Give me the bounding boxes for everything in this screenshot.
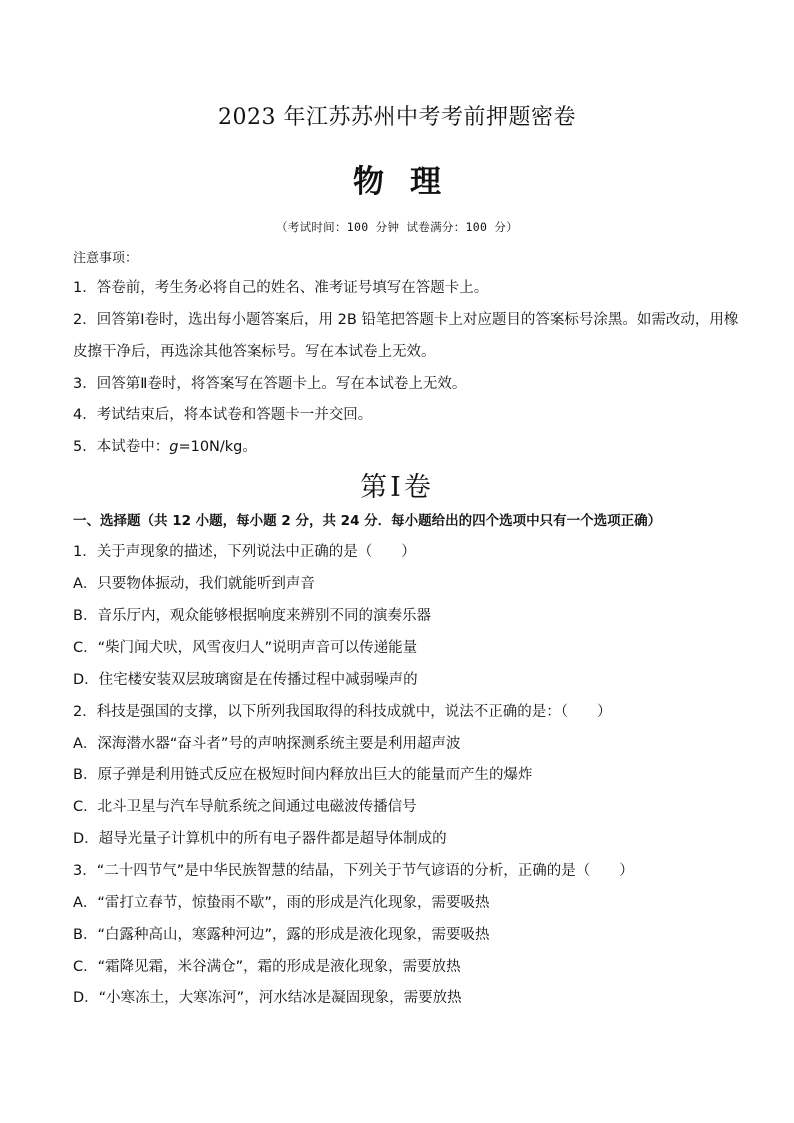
question-option: D．超导光量子计算机中的所有电子器件都是超导体制成的: [73, 831, 447, 847]
question-option: B．原子弹是利用链式反应在极短时间内释放出巨大的能量而产生的爆炸: [73, 767, 533, 783]
notes-item-suffix: =10N/kg。: [178, 439, 257, 455]
exam-title: 2023 年江苏苏州中考考前押题密卷: [218, 105, 576, 130]
question-option: D．住宅楼安装双层玻璃窗是在传播过程中减弱噪声的: [73, 672, 418, 688]
gravity-symbol: g: [169, 439, 179, 455]
question-option: A．只要物体振动，我们就能听到声音: [73, 576, 315, 592]
question-option: B．“白露种高山，寒露种河边”，露的形成是液化现象，需要吸热: [73, 927, 490, 943]
section-heading: 一、选择题（共 12 小题，每小题 2 分，共 24 分．每小题给出的四个选项中只有一个选项正确）: [73, 513, 662, 529]
question-option: C．“柴门闻犬吠，风雪夜归人”说明声音可以传递能量: [73, 640, 418, 656]
question-stem: 2．科技是强国的支撑，以下所列我国取得的科技成就中，说法不正确的是：（ ）: [73, 704, 612, 720]
question-option: C．“霜降见霜，米谷满仓”，霜的形成是液化现象，需要放热: [73, 959, 461, 975]
notes-item-prefix: 5．本试卷中：: [73, 439, 170, 455]
volume-title: 第Ⅰ卷: [360, 472, 434, 503]
notes-item: 1．答卷前，考生务必将自己的姓名、准考证号填写在答题卡上。: [73, 280, 489, 296]
question-option: A．深海潜水器“奋斗者”号的声呐探测系统主要是利用超声波: [73, 736, 461, 752]
question-option: C．北斗卫星与汽车导航系统之间通过电磁波传播信号: [73, 799, 417, 815]
notes-item: 4．考试结束后，将本试卷和答题卡一并交回。: [73, 407, 373, 423]
question-option: A．“雷打立春节，惊蛰雨不歇”，雨的形成是汽化现象，需要吸热: [73, 895, 490, 911]
notes-heading: 注意事项：: [73, 251, 139, 266]
question-stem: 3．“二十四节气”是中华民族智慧的结晶，下列关于节气谚语的分析，正确的是（ ）: [73, 863, 634, 879]
notes-item: 3．回答第Ⅱ卷时，将答案写在答题卡上。写在本试卷上无效。: [73, 376, 467, 392]
question-stem: 1．关于声现象的描述，下列说法中正确的是（ ）: [73, 544, 416, 560]
exam-info: （考试时间：100 分钟 试卷满分：100 分）: [275, 220, 518, 234]
question-option: D．“小寒冻土，大寒冻河”，河水结冰是凝固现象，需要放热: [73, 990, 462, 1006]
question-option: B．音乐厅内，观众能够根据响度来辨别不同的演奏乐器: [73, 608, 431, 624]
notes-item: 皮擦干净后，再选涂其他答案标号。写在本试卷上无效。: [73, 344, 436, 360]
subject-title: 物理: [353, 164, 467, 200]
notes-item-gravity: [73, 438, 733, 456]
notes-item: 2．回答第Ⅰ卷时，选出每小题答案后，用 2B 铅笔把答题卡上对应题目的答案标号涂黑。如需改动，用橡: [73, 312, 739, 328]
